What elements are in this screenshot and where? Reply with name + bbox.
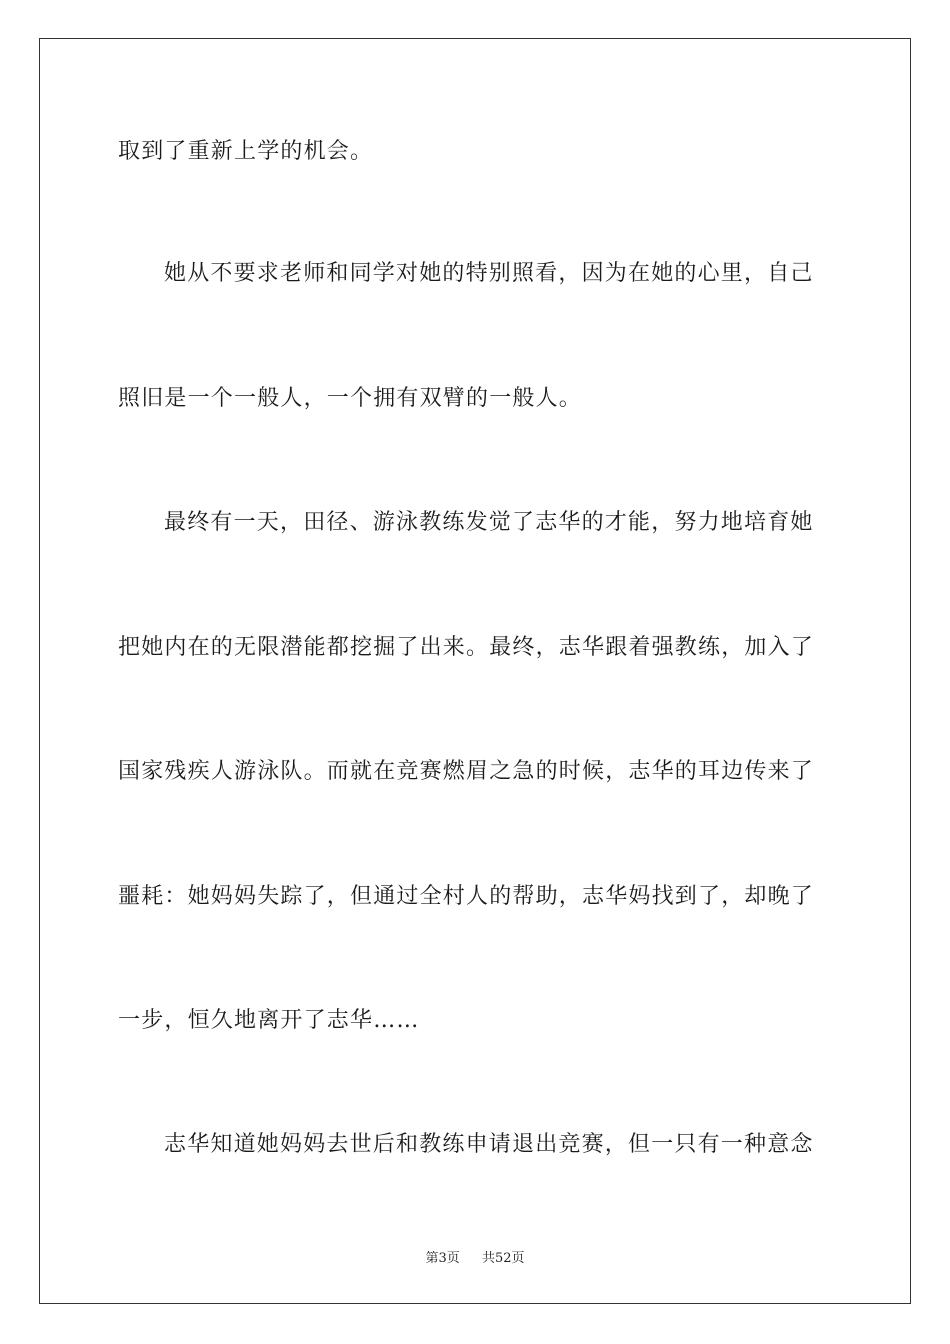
text-line: 照旧是一个一般人，一个拥有双臂的一般人。	[118, 386, 583, 411]
text-line: 国家残疾人游泳队。而就在竞赛燃眉之急的时候，志华的耳边传来了	[118, 759, 815, 784]
total-page-count: 共52页	[482, 1251, 525, 1266]
text-line: 把她内在的无限潜能都挖掘了出来。最终，志华跟着强教练，加入了	[118, 635, 815, 660]
paragraph-first-line: 志华知道她妈妈去世后和教练申请退出竞赛，但一只有一种意念	[164, 1132, 814, 1157]
paragraph-first-line: 她从不要求老师和同学对她的特别照看，因为在她的心里，自己	[164, 261, 814, 286]
page-border	[39, 38, 911, 1304]
text-line: 噩耗：她妈妈失踪了，但通过全村人的帮助，志华妈找到了，却晚了	[118, 884, 815, 909]
current-page-number: 第3页	[425, 1251, 460, 1266]
page-footer	[0, 1247, 950, 1266]
paragraph-first-line: 最终有一天，田径、游泳教练发觉了志华的才能，努力地培育她	[164, 510, 814, 535]
text-line: 一步，恒久地离开了志华……	[118, 1008, 420, 1033]
text-line: 取到了重新上学的机会。	[118, 139, 374, 164]
